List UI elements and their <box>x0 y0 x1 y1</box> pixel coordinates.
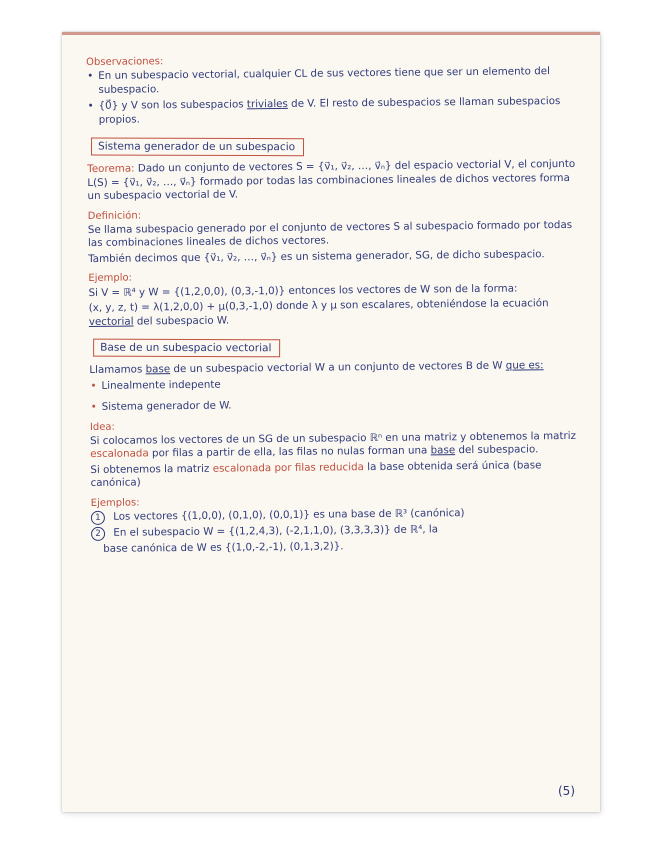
idea-1-post: por filas a partir de ella, las filas no nulas forman una <box>151 444 428 460</box>
ejemplo-2-text-1: En el subespacio W = {(1,2,4,3), (-2,1,1,0), (3,3,3,3)} de ℝ⁴, la <box>113 523 439 539</box>
definicion-label: Definición: <box>87 210 142 222</box>
idea-2-post: la base obtenida será única (base canónica) <box>90 459 542 490</box>
circled-number-1: 1 <box>91 511 105 525</box>
base-condition-2-text: Sistema generador de W. <box>101 399 232 413</box>
observacion-item-1 <box>86 65 578 97</box>
ejemplo-2-continued <box>91 538 583 557</box>
observacion-item-2 <box>87 95 579 127</box>
page-content <box>86 45 583 558</box>
notebook-page <box>62 32 600 812</box>
escalonada-reducida-red: escalonada por filas reducida <box>212 460 364 475</box>
base-condition-1-text: Linealmente indepente <box>101 378 221 392</box>
ejemplos-label: Ejemplos: <box>90 497 140 509</box>
teorema-paragraph <box>87 158 579 203</box>
base-condition-1 <box>89 375 581 394</box>
ejemplo-label: Ejemplo: <box>88 272 133 285</box>
idea-2-pre: Si obtenemos la matriz <box>90 462 210 476</box>
ejemplo-2-text-2: base canónica de W es {(1,0,-2,-1), (0,1,3,2)}. <box>103 540 344 555</box>
que-es-underlined: que es: <box>505 359 544 372</box>
escalonada-red: escalonada <box>90 447 149 461</box>
base-underlined: base <box>145 363 171 376</box>
ejemplo-text-1: Si V = ℝ⁴ y W = {(1,2,0,0), (0,3,-1,0)} entonces los vectores de W son de la forma: <box>88 282 518 299</box>
ejemplo-text-2 <box>89 297 581 329</box>
section-title-base: Base de un subespacio vectorial <box>93 339 280 358</box>
idea-1-pre: Si colocamos los vectores de un SG de un subespacio ℝⁿ en una matriz y obtenemos la matriz <box>90 429 577 447</box>
base-intro-mid: de un subespacio vectorial W a un conjunto de vectores B de W <box>173 359 503 376</box>
section-title-sistema-generador: Sistema generador de un subespacio <box>91 137 304 156</box>
vectorial-underlined: vectorial <box>88 315 134 328</box>
ejemplo-text-2-post: del subespacio W. <box>136 314 230 327</box>
observacion-text-1: En un subespacio vectorial, cualquier CL de sus vectores tiene que ser un elemento del subespacio. <box>98 65 550 96</box>
idea-text-2 <box>90 459 582 491</box>
ejemplo-1-text: Los vectores {(1,0,0), (0,1,0), (0,0,1)} es una base de ℝ³ (canónica) <box>113 507 465 523</box>
definicion-text-2: También decimos que {v⃗₁, v⃗₂, …, v⃗ₙ} es un sistema generador, SG, de dicho subespacio. <box>88 248 545 265</box>
observacion-text-2-post: de V. El resto de subespacios se llaman subespacios propios. <box>98 95 561 126</box>
circled-number-2: 2 <box>91 527 105 541</box>
ejemplo-text-2-pre: (x, y, z, t) = λ(1,2,0,0) + μ(0,3,-1,0) donde λ y μ son escalares, obteniéndose la ecuación <box>88 297 549 315</box>
definicion-text-1: Se llama subespacio generado por el conjunto de vectores S al subespacio formado por todas las combinaciones lineales de dichos vectores. <box>87 218 573 250</box>
observacion-text-2-pre: {0⃗} y V son los subespacios <box>98 98 244 113</box>
base-intro-pre: Llamamos <box>89 363 143 377</box>
observaciones-heading: Observaciones: <box>86 56 164 68</box>
page-number: (5) <box>558 784 575 798</box>
idea-text-1 <box>90 430 582 462</box>
idea-1-end: del subespacio. <box>458 443 539 457</box>
teorema-label: Teorema: <box>87 162 135 176</box>
triviales-underlined: triviales <box>246 98 288 111</box>
teorema-text: Dado un conjunto de vectores S = {v⃗₁, v⃗₂, …, v⃗ₙ} del espacio vectorial V, el conjunto L(S) = {v⃗₁, v⃗₂, …, v⃗ₙ} formado por todas las combinaciones lineales de dichos vectores forma un subespacio vectorial de V. <box>87 158 576 203</box>
idea-label: Idea: <box>89 421 115 433</box>
base-underlined-2: base <box>430 444 456 457</box>
